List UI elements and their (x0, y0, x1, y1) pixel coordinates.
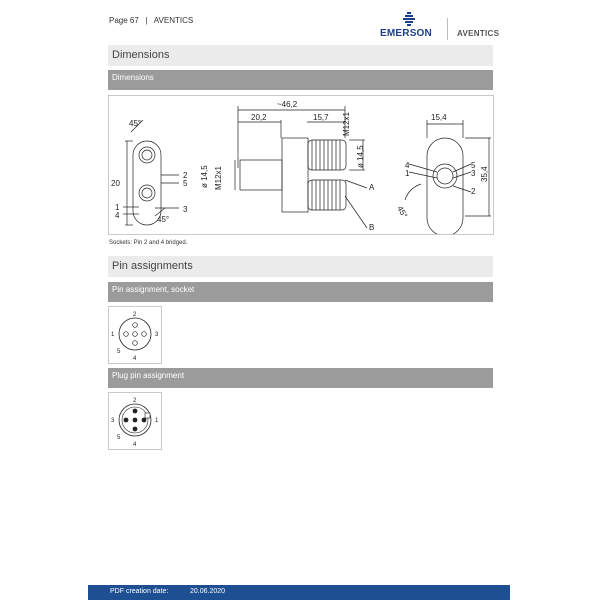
page-number: Page 67 (109, 16, 139, 25)
socket-pin-3 (142, 332, 147, 337)
angle-top-label: 45° (129, 119, 142, 128)
dim-35-4-label: 35,4 (480, 166, 489, 182)
plug-pin-top-label: 2 (133, 398, 137, 404)
plug-thread (240, 160, 282, 190)
side-socket-circle (433, 164, 457, 188)
dim-15-7-label: 15,7 (313, 113, 329, 122)
socket-pin-diagram (108, 306, 162, 364)
emerson-aventics-logo (380, 12, 505, 42)
sockets-note: Sockets: Pin 2 and 4 bridged. (109, 240, 188, 246)
pin-4-label: 4 (115, 211, 120, 220)
socket-pin-left-label: 1 (111, 332, 115, 338)
footer-label: PDF creation date: (110, 588, 169, 595)
plug-pin-lower-left-label: 5 (117, 435, 121, 441)
plug-pin-diagram (108, 392, 162, 450)
dim-15-4-label: 15,4 (431, 113, 447, 122)
angle-side-label: 45° (395, 204, 410, 220)
pin-assignments-title: Pin assignments (108, 256, 493, 277)
socket-pin-right-label: 3 (155, 332, 159, 338)
upper-socket-circle (139, 147, 155, 163)
side-pin-3-label: 3 (471, 169, 476, 178)
thread-m12-left-label: M12x1 (214, 165, 223, 190)
plug-pin-4 (133, 427, 138, 432)
label-a: A (369, 183, 375, 192)
plug-pin-bottom-label: 4 (133, 442, 137, 448)
side-view-outline (427, 138, 463, 234)
socket-pin-bottom-label: 4 (133, 356, 137, 362)
socket-pin-top-label: 2 (133, 312, 137, 318)
plug-pin-1 (142, 418, 147, 423)
label-b: B (369, 223, 375, 232)
dim-20-label: 20 (111, 179, 120, 188)
footer-bar (88, 585, 510, 600)
pin-3-label: 3 (183, 205, 188, 214)
side-pin-4-label: 4 (405, 161, 410, 170)
logo-divider (447, 18, 448, 40)
dimensions-bar: Dimensions (108, 70, 493, 90)
dimensions-drawing-frame (108, 95, 494, 235)
header-separator: | (145, 16, 148, 25)
dimensions-section-title: Dimensions (108, 45, 493, 66)
socket-pin-1 (124, 332, 129, 337)
angle-bottom-label: 45° (157, 215, 170, 224)
logo-aventics-text: AVENTICS (457, 29, 500, 38)
body-block (282, 138, 308, 212)
plug-pin-2 (133, 409, 138, 414)
plug-key (145, 413, 150, 418)
dia-14-5-left-label: ø 14,5 (200, 165, 209, 188)
dimensions-drawing (109, 96, 493, 234)
socket-pin-lower-left-label: 5 (117, 349, 121, 355)
pin-2-label: 2 (183, 171, 188, 180)
socket-pin-4 (133, 341, 138, 346)
logo-emerson-text: EMERSON (380, 28, 432, 39)
dia-14-5-right-label: ø 14,5 (356, 145, 365, 168)
plug-pin-5 (133, 418, 138, 423)
pin-5-label: 5 (183, 179, 188, 188)
plug-pin-right-label: 1 (155, 418, 159, 424)
side-pin-1-label: 1 (405, 169, 410, 178)
front-view-outline (133, 141, 161, 225)
side-pin-5-label: 5 (471, 161, 476, 170)
plug-pin-left-label: 3 (111, 418, 115, 424)
plug-pin-3 (124, 418, 129, 423)
socket-pin-bar: Pin assignment, socket (108, 282, 493, 302)
page-header (109, 16, 193, 25)
lower-socket-circle (139, 185, 155, 201)
thread-m12-top-label: M12x1 (342, 111, 351, 136)
side-pin-2-label: 2 (471, 187, 476, 196)
dim-46-2-label: ~46,2 (277, 100, 298, 109)
plug-pin-bar: Plug pin assignment (108, 368, 493, 388)
socket-pin-5 (133, 332, 138, 337)
socket-pin-2 (133, 323, 138, 328)
footer-date: 20.06.2020 (190, 588, 226, 595)
header-brand: AVENTICS (153, 16, 194, 25)
emerson-logo-icon (402, 12, 416, 28)
dim-20-2-label: 20,2 (251, 113, 267, 122)
pin-1-label: 1 (115, 203, 120, 212)
